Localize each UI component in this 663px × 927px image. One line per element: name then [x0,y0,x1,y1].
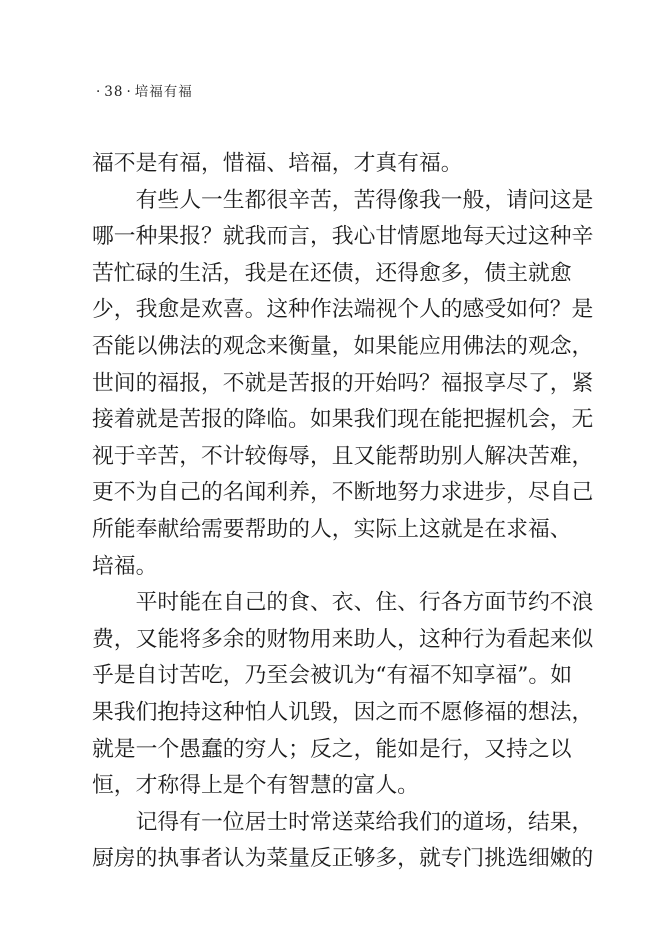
text-line: 接着就是苦报的降临。如果我们现在能把握机会，无 [92,407,594,433]
text-line: 恒，才称得上是个有智慧的富人。 [92,773,419,799]
header-dot-left: · [96,84,102,100]
text-line: 视于辛苦，不计较侮辱，且又能帮助别人解决苦难， [92,443,594,469]
text-line: 有些人一生都很辛苦，苦得像我一般，请问这是 [92,187,594,213]
body-text [92,146,594,878]
text-line: 福不是有福，惜福、培福，才真有福。 [92,151,463,176]
text-line: 培福。 [92,553,158,579]
text-line: 平时能在自己的食、衣、住、行各方面节约不浪 [92,590,594,616]
text-line: 就是一个愚蠢的穷人；反之，能如是行，又持之以 [92,736,572,762]
running-header [93,80,193,100]
text-line: 否能以佛法的观念来衡量，如果能应用佛法的观念， [92,333,594,359]
text-line: 哪一种果报？就我而言，我心甘情愿地每天过这种辛 [92,224,594,250]
text-line: 记得有一位居士时常送菜给我们的道场，结果， [92,809,594,835]
page-number: 38 [104,84,124,100]
text-line: 厨房的执事者认为菜量反正够多，就专门挑选细嫩的 [92,846,594,872]
header-dot-right: · [126,84,132,100]
text-line: 费，又能将多余的财物用来助人，这种行为看起来似 [92,626,594,652]
text-line: 世间的福报，不就是苦报的开始吗？福报享尽了，紧 [92,370,594,396]
text-line: 果我们抱持这种怕人讥毁，因之而不愿修福的想法， [92,699,594,725]
book-title: 培福有福 [134,84,193,100]
text-line: 乎是自讨苦吃，乃至会被讥为“有福不知享福”。如 [92,663,573,689]
text-line: 苦忙碌的生活，我是在还债，还得愈多，债主就愈 [92,260,572,286]
text-line: 所能奉献给需要帮助的人，实际上这就是在求福、 [92,516,572,542]
text-line: 少，我愈是欢喜。这种作法端视个人的感受如何？是 [92,297,594,323]
text-line: 更不为自己的名闻利养，不断地努力求进步，尽自己 [92,480,594,506]
